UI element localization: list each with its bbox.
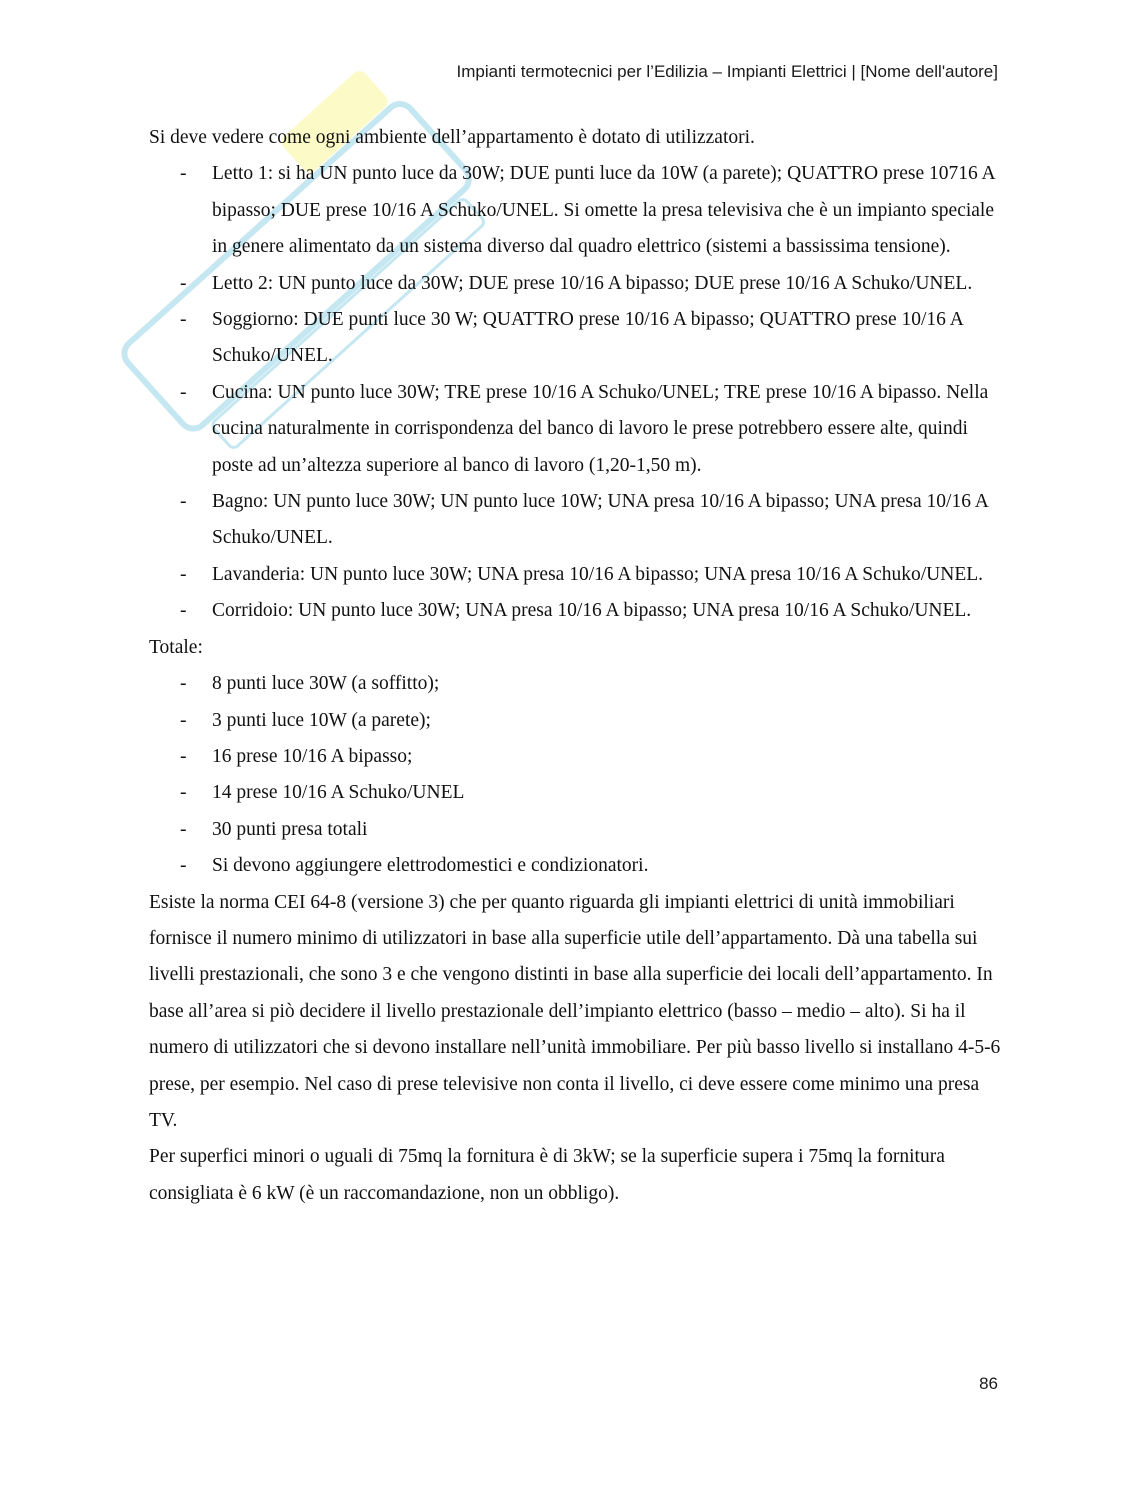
room-letto2: Letto 2: UN punto luce da 30W; DUE prese 10/16 A bipasso; DUE prese 10/16 A Schuko/UNEL. bbox=[212, 272, 973, 294]
dash-bullet: - bbox=[180, 563, 187, 585]
dash-bullet: - bbox=[180, 272, 187, 294]
total-item: Si devono aggiungere elettrodomestici e condizionatori. bbox=[212, 855, 649, 877]
list-item bbox=[149, 557, 1001, 593]
running-header: Impianti termotecnici per l’Edilizia – Impianti Elettrici | [Nome dell'autore] bbox=[456, 62, 998, 81]
rooms-list bbox=[149, 156, 1001, 629]
total-item: 16 prese 10/16 A bipasso; bbox=[212, 745, 413, 767]
dash-bullet: - bbox=[180, 600, 187, 622]
list-item bbox=[149, 375, 1001, 484]
list-item bbox=[149, 848, 1001, 884]
room-cucina: Cucina: UN punto luce 30W; TRE prese 10/16 A Schuko/UNEL; TRE prese 10/16 A bipasso. Nella cucina naturalmente in corrispondenza del banco di lavoro le prese potrebbero essere alte, quindi poste ad un’altezza superiore al banco di lavoro (1,20-1,50 m). bbox=[212, 381, 989, 476]
list-item bbox=[149, 484, 1001, 557]
dash-bullet: - bbox=[180, 381, 187, 403]
totals-label: Totale: bbox=[149, 636, 203, 658]
dash-bullet: - bbox=[180, 818, 187, 840]
list-item bbox=[149, 266, 1001, 302]
dash-bullet: - bbox=[180, 491, 187, 513]
list-item bbox=[149, 739, 1001, 775]
dash-bullet: - bbox=[180, 673, 187, 695]
room-letto1: Letto 1: si ha UN punto luce da 30W; DUE punti luce da 10W (a parete); QUATTRO prese 10716 A bipasso; DUE prese 10/16 A Schuko/UNEL. Si omette la presa televisiva che è un impianto speciale in genere alimentato da un sistema diverso dal quadro elettrico (sistemi a bassissima tensione). bbox=[212, 163, 995, 258]
totals-list bbox=[149, 666, 1001, 884]
document-body bbox=[149, 120, 1001, 1212]
dash-bullet: - bbox=[180, 855, 187, 877]
total-item: 8 punti luce 30W (a soffitto); bbox=[212, 673, 440, 695]
dash-bullet: - bbox=[180, 309, 187, 331]
list-item bbox=[149, 302, 1001, 375]
room-lavanderia: Lavanderia: UN punto luce 30W; UNA presa 10/16 A bipasso; UNA presa 10/16 A Schuko/UNEL. bbox=[212, 563, 984, 585]
dash-bullet: - bbox=[180, 745, 187, 767]
total-item: 30 punti presa totali bbox=[212, 818, 368, 840]
intro-paragraph: Si deve vedere come ogni ambiente dell’appartamento è dotato di utilizzatori. bbox=[149, 127, 755, 148]
fornitura-paragraph: Per superfici minori o uguali di 75mq la fornitura è di 3kW; se la superficie supera i 75mq la fornitura consigliata è 6 kW (è un raccomandazione, non un obbligo). bbox=[149, 1146, 945, 1204]
norma-paragraph: Esiste la norma CEI 64-8 (versione 3) che per quanto riguarda gli impianti elettrici di unità immobiliari fornisce il numero minimo di utilizzatori in base alla superficie utile dell’appartamento. Dà una tabella sui livelli prestazionali, che sono 3 e che vengono distinti in base alla superficie dei locali dell’appartamento. In base all’area si piò decidere il livello prestazionale dell’impianto elettrico (basso – medio – alto). Si ha il numero di utilizzatori che si devono installare nell’unità immobiliare. Per più basso livello si installano 4-5-6 prese, per esempio. Nel caso di prese televisive non conta il livello, ci deve essere come minimo una presa TV. bbox=[149, 891, 1001, 1131]
list-item bbox=[149, 703, 1001, 739]
total-item: 3 punti luce 10W (a parete); bbox=[212, 709, 431, 731]
dash-bullet: - bbox=[180, 782, 187, 804]
room-bagno: Bagno: UN punto luce 30W; UN punto luce 10W; UNA presa 10/16 A bipasso; UNA presa 10/16 A Schuko/UNEL. bbox=[212, 491, 988, 549]
list-item bbox=[149, 593, 1001, 629]
room-corridoio: Corridoio: UN punto luce 30W; UNA presa 10/16 A bipasso; UNA presa 10/16 A Schuko/UNEL. bbox=[212, 600, 972, 622]
list-item bbox=[149, 156, 1001, 265]
page-number: 86 bbox=[979, 1374, 998, 1393]
total-item: 14 prese 10/16 A Schuko/UNEL bbox=[212, 782, 465, 804]
dash-bullet: - bbox=[180, 163, 187, 185]
dash-bullet: - bbox=[180, 709, 187, 731]
list-item bbox=[149, 812, 1001, 848]
list-item bbox=[149, 666, 1001, 702]
list-item bbox=[149, 775, 1001, 811]
room-soggiorno: Soggiorno: DUE punti luce 30 W; QUATTRO prese 10/16 A bipasso; QUATTRO prese 10/16 A Schuko/UNEL. bbox=[212, 309, 963, 367]
